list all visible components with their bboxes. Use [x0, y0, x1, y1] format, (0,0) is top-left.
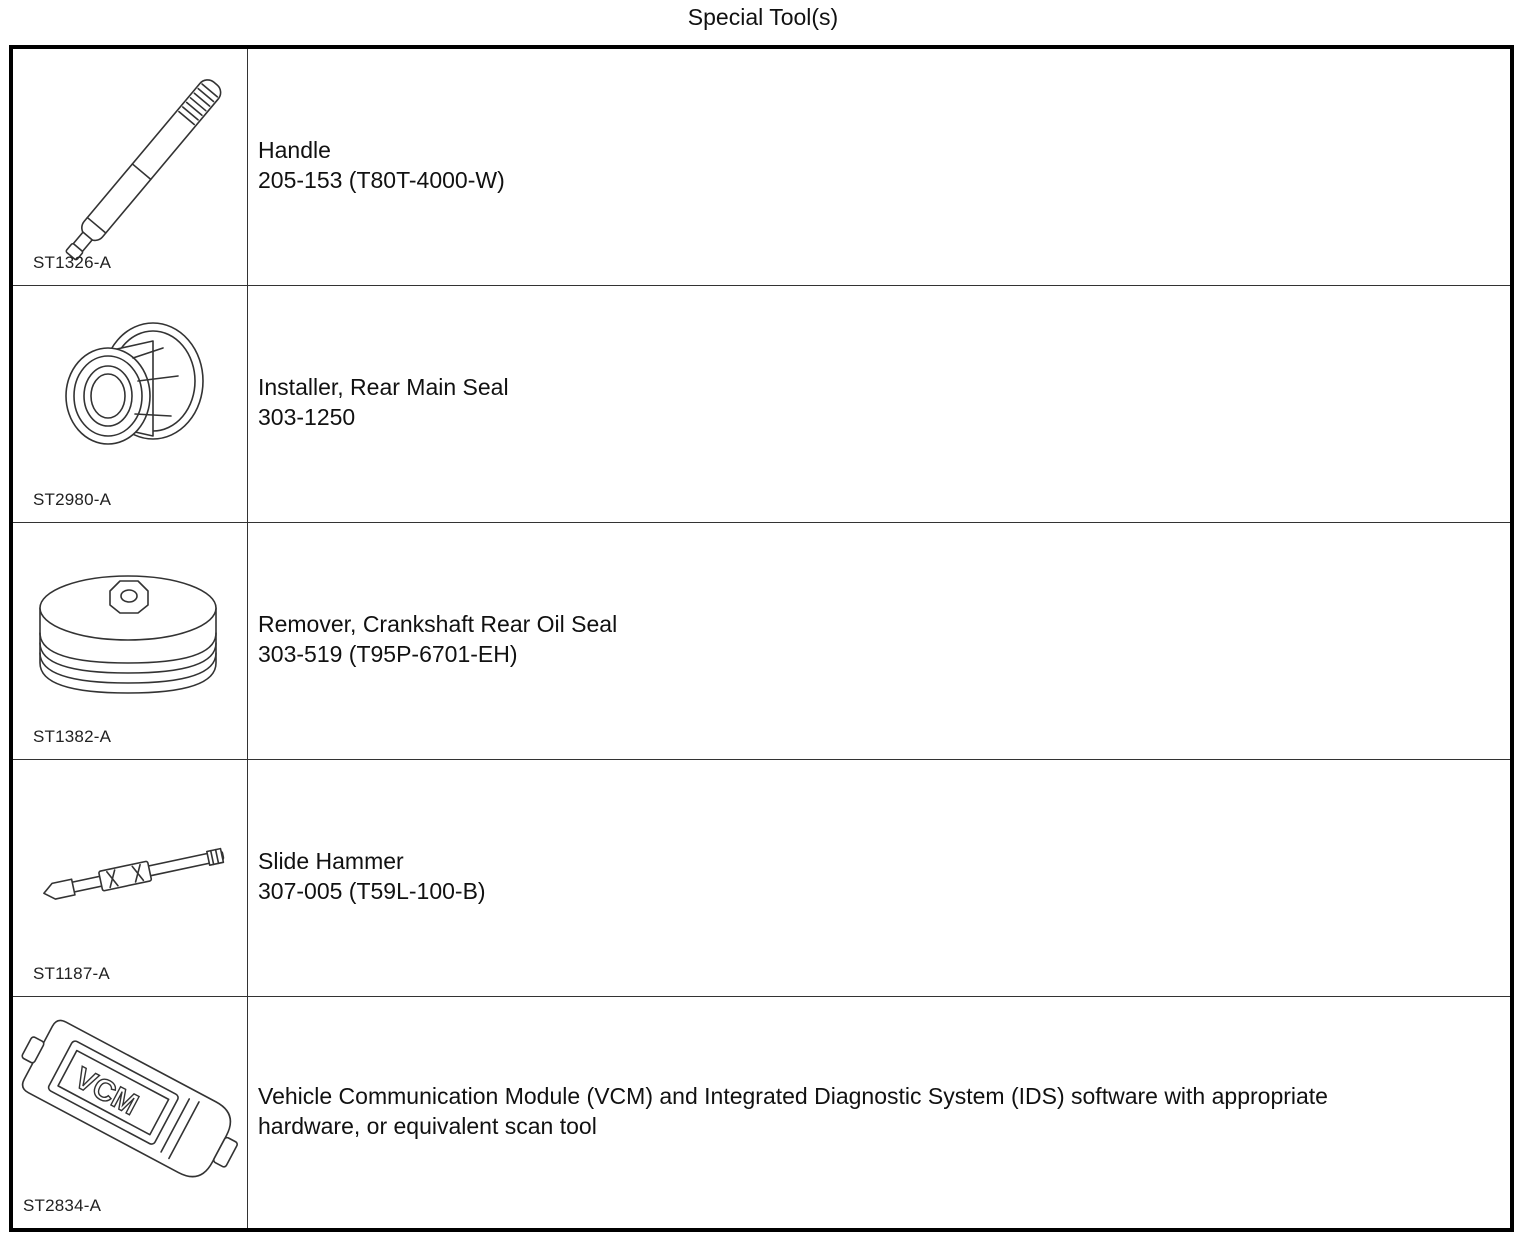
svg-text:VCM: VCM — [69, 1061, 144, 1122]
tool-code: ST2980-A — [33, 490, 112, 509]
tool-name: Remover, Crankshaft Rear Oil Seal — [258, 611, 618, 637]
seal-installer-icon — [13, 286, 248, 523]
table-row — [13, 49, 1510, 286]
tool-code: ST1382-A — [33, 727, 112, 746]
tool-number: 303-1250 — [258, 404, 356, 430]
vcm-module-icon — [13, 997, 248, 1228]
tool-image-cell — [13, 523, 248, 759]
tool-number: 307-005 (T59L-100-B) — [258, 878, 486, 904]
slide-hammer-icon — [13, 760, 248, 997]
tool-description — [258, 286, 1470, 522]
tool-description — [258, 760, 1470, 996]
tool-description — [258, 523, 1470, 759]
tool-code: ST2834-A — [23, 1196, 102, 1215]
table-row — [13, 997, 1510, 1228]
tool-name: Vehicle Communication Module (VCM) and Integrated Diagnostic System (IDS) software with appropriate — [258, 1082, 1328, 1109]
seal-remover-icon — [13, 523, 248, 760]
table-row — [13, 523, 1510, 760]
table-row — [13, 286, 1510, 523]
tool-image-cell — [13, 997, 248, 1228]
tool-name: Slide Hammer — [258, 848, 404, 874]
tool-name: Installer, Rear Main Seal — [258, 374, 509, 400]
handle-icon — [13, 49, 248, 286]
tool-code: ST1326-A — [33, 253, 112, 272]
table-row — [13, 760, 1510, 997]
tool-image-cell — [13, 286, 248, 522]
special-tools-table — [9, 45, 1514, 1232]
tool-number: 205-153 (T80T-4000-W) — [258, 167, 505, 193]
tool-description — [258, 49, 1470, 285]
tool-name: Handle — [258, 137, 331, 163]
tool-code: ST1187-A — [33, 964, 110, 983]
tool-number: 303-519 (T95P-6701-EH) — [258, 641, 518, 667]
tool-image-cell — [13, 760, 248, 996]
page-title: Special Tool(s) — [687, 4, 839, 30]
tool-image-cell — [13, 49, 248, 285]
tool-number: hardware, or equivalent scan tool — [258, 1112, 597, 1139]
tool-description — [258, 997, 1470, 1228]
